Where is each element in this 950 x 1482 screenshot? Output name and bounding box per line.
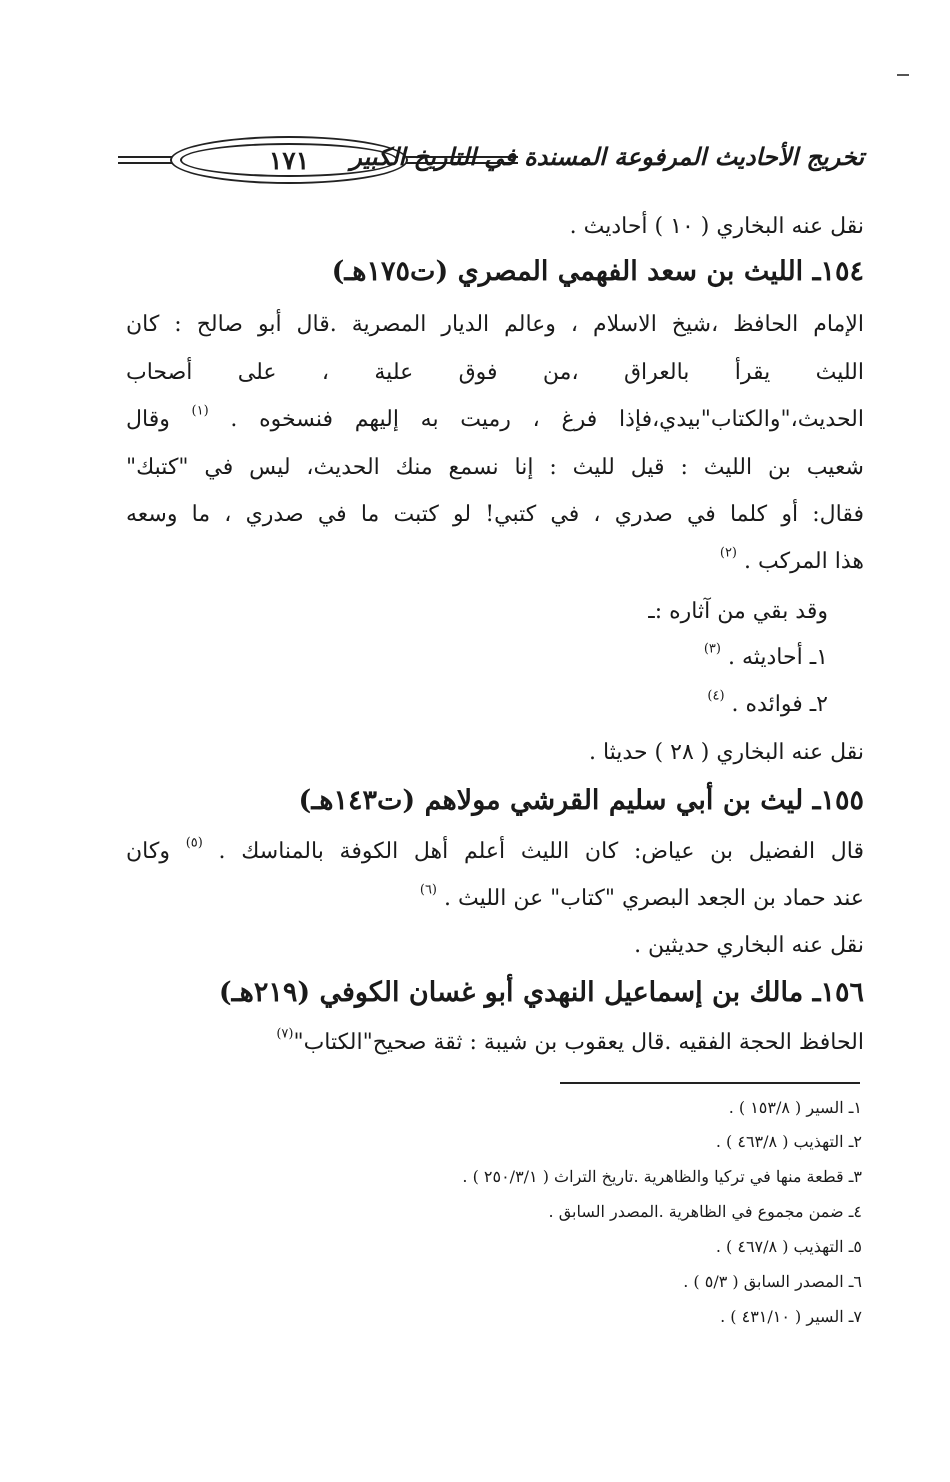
text-line: [126, 837, 864, 867]
footnote-ref: (٥): [185, 835, 203, 851]
text-run: وقال: [126, 407, 170, 432]
header-rule-left: [118, 156, 172, 164]
text-run: عند حماد بن الجعد البصري "كتاب" عن الليث .: [444, 886, 864, 911]
text-run: هذا المركب .: [744, 549, 864, 574]
page-number: ١٧١: [180, 143, 398, 177]
text-line: [276, 1028, 864, 1058]
footnote-ref: (٧): [276, 1026, 294, 1042]
entry-heading-156: ١٥٦ـ مالك بن إسماعيل النهدي أبو غسان الكوفي (٢١٩هـ): [218, 977, 864, 1008]
text-run: الحافظ الحجة الفقيه .قال يعقوب بن شيبة : ثقة صحيح"الكتاب": [293, 1030, 864, 1055]
footnote-ref: (٦): [419, 882, 437, 898]
text-line: نقل عنه البخاري حديثين .: [634, 933, 864, 958]
text-run: قال الفضيل بن عياض: كان الليث أعلم أهل الكوفة بالمناسك .: [218, 839, 864, 864]
entry-heading-155: ١٥٥ـ ليث بن أبي سليم القرشي مولاهم (ت١٤٣هـ): [298, 785, 864, 816]
footnote: ٥ـ التهذيب ( ٤٦٧/٨ ) .: [715, 1237, 862, 1256]
text-line: وقد بقي من آثاره :ـ: [648, 599, 828, 624]
text-line: شعيب بن الليث : قيل لليث : إنا نسمع منك الحديث، ليس في "كتبك": [126, 455, 864, 480]
text-line: فقال: أو كلما في صدري ، في كتبي! لو كتبت ما في صدري ، ما وسعه: [126, 502, 864, 527]
corner-mark: [897, 74, 909, 76]
footnote-separator: [560, 1082, 860, 1084]
text-line: [420, 884, 864, 914]
entry-heading-154: ١٥٤ـ الليث بن سعد الفهمي المصري (ت١٧٥هـ): [331, 256, 864, 287]
list-item: [707, 690, 828, 720]
footnote-ref: (٤): [707, 688, 725, 704]
text-line: نقل عنه البخاري ( ١٠ ) أحاديث .: [569, 214, 864, 239]
text-run: ٢ـ فوائده .: [731, 692, 828, 717]
text-line: الإمام الحافظ ،شيخ الاسلام ، وعالم الديار المصرية .قال أبو صالح : كان: [126, 312, 864, 337]
text-run: الحديث،"والكتاب"بيدي،فإذا فرغ ، رميت به إليهم فنسخوه .: [230, 407, 864, 432]
footnote: ٣ـ قطعة منها في تركيا والظاهرية .تاريخ التراث ( ٢٥٠/٣/١ ) .: [462, 1167, 862, 1186]
footnote-ref: (١): [191, 403, 209, 419]
text-run: وكان: [126, 839, 170, 864]
list-item: [704, 643, 828, 673]
text-line: [126, 405, 864, 435]
footnote: ١ـ السير ( ١٥٣/٨ ) .: [728, 1098, 862, 1117]
footnote: ٧ـ السير ( ٤٣١/١٠ ) .: [720, 1307, 862, 1326]
footnote-ref: (٢): [719, 545, 737, 561]
footnote-ref: (٣): [703, 641, 721, 657]
footnote: ٤ـ ضمن مجموع في الظاهرية .المصدر السابق .: [548, 1202, 862, 1221]
header-title: تخريج الأحاديث المرفوعة المسندة في التاريخ الكبير: [350, 142, 864, 171]
running-header: [118, 136, 864, 186]
text-line: نقل عنه البخاري ( ٢٨ ) حديثا .: [588, 740, 864, 765]
text-run: ١ـ أحاديثه .: [727, 645, 828, 670]
text-line: الليث يقرأ بالعراق ،من فوق علية ، على أصحاب: [126, 360, 864, 385]
footnote: ٦ـ المصدر السابق ( ٥/٣ ) .: [683, 1272, 862, 1291]
footnote: ٢ـ التهذيب ( ٤٦٣/٨ ) .: [715, 1132, 862, 1151]
text-line: [720, 547, 864, 577]
